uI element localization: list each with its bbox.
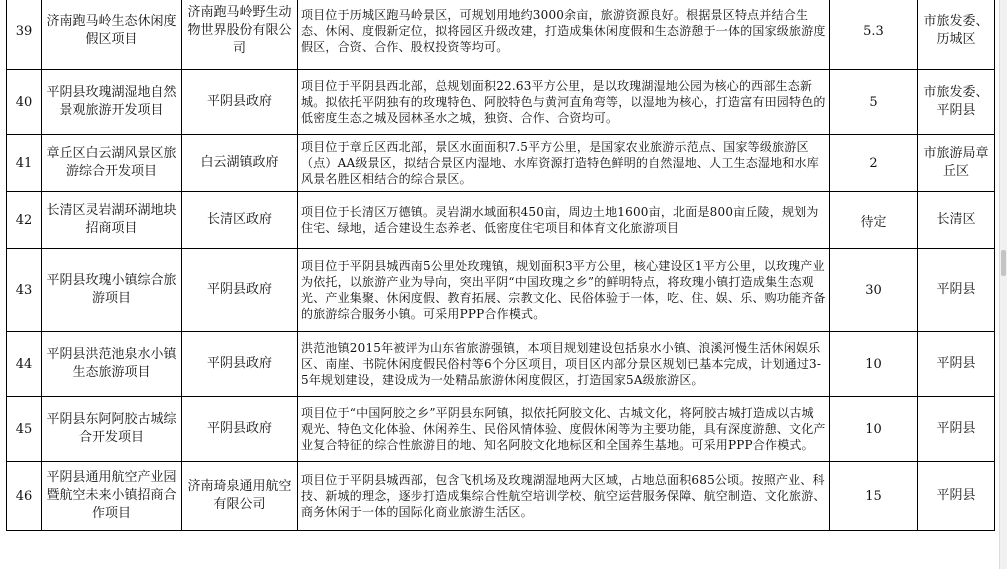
row-number: 43: [7, 249, 42, 332]
project-owner: 济南跑马岭野生动物世界股份有限公司: [182, 0, 298, 70]
project-owner: 平阴县政府: [182, 249, 298, 332]
vertical-scrollbar[interactable]: [999, 0, 1007, 569]
project-description: 项目位于平阴县城西南5公里处玫瑰镇，规划面积3平方公里，核心建设区1平方公里，以玫瑰产业为依托，以旅游产业为导向，突出平阴“中国玫瑰之乡”的鲜明特点，将玫瑰小镇打造成集生态观光、产业集聚、休闲度假、教育拓展、宗教文化、民俗体验于一体，吃、住、娱、乐、购功能齐备的旅游综合服务小镇。可采用PPP合作模式。: [298, 249, 830, 332]
project-owner: 白云湖镇政府: [182, 135, 298, 192]
responsible-unit: 长清区: [918, 192, 995, 249]
project-description: 项目位于“中国阿胶之乡”平阴县东阿镇，拟依托阿胶文化、古城文化，将阿胶古城打造成以古城观光、特色文化体验、休闲养生、民俗风情体验、度假休闲等为主要功能，具有深度游憩、文化产业复合特征的综合性旅游目的地、知名阿胶文化地标区和全国养生基地。可采用PPP合作模式。: [298, 397, 830, 462]
responsible-unit: 市旅游局章丘区: [918, 135, 995, 192]
project-name: 平阴县玫瑰湖湿地自然景观旅游开发项目: [42, 70, 182, 135]
project-owner: 平阴县政府: [182, 397, 298, 462]
responsible-unit: 平阴县: [918, 397, 995, 462]
row-number: 39: [7, 0, 42, 70]
project-investment: 2: [830, 135, 918, 192]
project-investment: 待定: [830, 192, 918, 249]
project-description: 项目位于平阴县城西部，包含飞机场及玫瑰湖湿地两大区域，占地总面积685公顷。按照产业、科技、新城的理念，逐步打造成集综合性航空培训学校、航空运营服务保障、航空制造、文化旅游、商务休闲于一体的国际化商业旅游生活区。: [298, 462, 830, 531]
project-description: 项目位于章丘区西北部，景区水面面积7.5平方公里，是国家农业旅游示范点、国家等级旅游区（点）AA级景区，拟结合景区内湿地、水库资源打造特色鲜明的自然湿地、人工生态湿地和水库风景名胜区相结合的综合景区。: [298, 135, 830, 192]
responsible-unit: 平阴县: [918, 462, 995, 531]
project-name: 平阴县玫瑰小镇综合旅游项目: [42, 249, 182, 332]
project-investment: 10: [830, 332, 918, 397]
table-row: [7, 397, 995, 462]
row-number: 41: [7, 135, 42, 192]
responsible-unit: 市旅发委、历城区: [918, 0, 995, 70]
project-investment: 5.3: [830, 0, 918, 70]
table-row: [7, 0, 995, 70]
project-description: 项目位于平阴县西北部，总规划面积22.63平方公里，是以玫瑰湖湿地公园为核心的西部生态新城。拟依托平阴独有的玫瑰特色、阿胶特色与黄河直角弯等，以湿地为核心，打造富有田园特色的低密度生态之城及园林圣水之城，独资、合作、合资均可。: [298, 70, 830, 135]
project-owner: 平阴县政府: [182, 332, 298, 397]
table-row: [7, 135, 995, 192]
project-name: 长清区灵岩湖环湖地块招商项目: [42, 192, 182, 249]
scrollbar-thumb[interactable]: [1001, 250, 1006, 276]
project-description: 项目位于历城区跑马岭景区，可规划用地约3000余亩，旅游资源良好。根据景区特点并结合生态、休闲、度假新定位，拟将园区升级改建，打造成集休闲度假和生态游憩于一体的国家级旅游度假区，合资、合作、股权投资等均可。: [298, 0, 830, 70]
table-row: [7, 192, 995, 249]
table-row: [7, 249, 995, 332]
responsible-unit: 平阴县: [918, 332, 995, 397]
project-table: [6, 0, 995, 531]
table-row: [7, 332, 995, 397]
project-investment: 15: [830, 462, 918, 531]
project-name: 平阴县东阿阿胶古城综合开发项目: [42, 397, 182, 462]
project-investment: 10: [830, 397, 918, 462]
project-investment: 5: [830, 70, 918, 135]
project-owner: 济南琦泉通用航空有限公司: [182, 462, 298, 531]
row-number: 40: [7, 70, 42, 135]
responsible-unit: 平阴县: [918, 249, 995, 332]
project-name: 济南跑马岭生态休闲度假区项目: [42, 0, 182, 70]
project-investment: 30: [830, 249, 918, 332]
table-row: [7, 462, 995, 531]
project-owner: 长清区政府: [182, 192, 298, 249]
row-number: 44: [7, 332, 42, 397]
responsible-unit: 市旅发委、平阴县: [918, 70, 995, 135]
row-number: 45: [7, 397, 42, 462]
row-number: 46: [7, 462, 42, 531]
project-name: 平阴县通用航空产业园暨航空未来小镇招商合作项目: [42, 462, 182, 531]
project-description: 洪范池镇2015年被评为山东省旅游强镇，本项目规划建设包括泉水小镇、浪溪河慢生活休闲娱乐区、南崖、书院休闲度假民俗村等6个分区项目，项目区内部分景区规划已基本完成，计划通过3-5年规划建设，建设成为一处精品旅游休闲度假区，打造国家5A级旅游区。: [298, 332, 830, 397]
project-name: 章丘区白云湖风景区旅游综合开发项目: [42, 135, 182, 192]
table-row: [7, 70, 995, 135]
row-number: 42: [7, 192, 42, 249]
project-description: 项目位于长清区万德镇。灵岩湖水域面积450亩，周边土地1600亩，北面是800亩丘陵，规划为住宅、绿地，适合建设生态养老、低密度住宅项目和体育文化旅游项目: [298, 192, 830, 249]
project-owner: 平阴县政府: [182, 70, 298, 135]
project-name: 平阴县洪范池泉水小镇生态旅游项目: [42, 332, 182, 397]
